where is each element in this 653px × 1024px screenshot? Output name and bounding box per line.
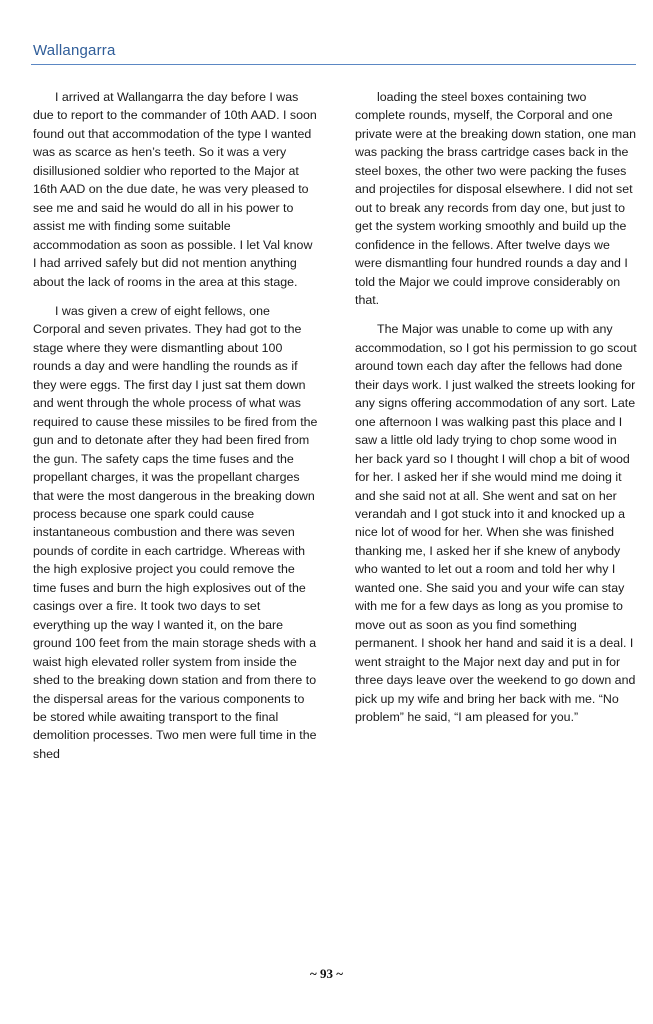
page-number: ~ 93 ~ — [309, 966, 344, 981]
paragraph: I was given a crew of eight fellows, one Corporal and seven privates. They had got to the stage where they were dismantling about 100 rounds a day and were handling the rounds as if they were eggs. The first day I just sat them down and went through the whole process of what was required to cause these missiles to be fired from the gun and to detonate after they had been fired from the gun. The safety caps the time fuses and the propellant charges, it was the propellant charges that were the most dangerous in the breaking down process because one spark could cause instantaneous combustion and there was seven pounds of cordite in each cartridge. Whereas with the high explosive project you could remove the time fuses and burn the high explosives out of the casings over a fire. It took two days to set everything up the way I wanted it, on the bare ground 100 feet from the main storage sheds with a waist high elevated roller system from inside the shed to the breaking down station and from there to the dispersal areas for the various components to be stored while awaiting transport to the final demolition processes. Two men were full time in the shed — [33, 303, 318, 761]
paragraph: The Major was unable to come up with any accommodation, so I got his permission to go scout around town each day after the fellows had done their days work. I just walked the streets looking for any signs offering accommodation of any sort. Late one afternoon I was walking past this place and I saw a little old lady trying to chop some wood in her back yard so I thought I will chop a bit of wood for her. I asked her if she would mind me doing it and she said not at all. She went and sat on her verandah and I got stuck into it and knocked up a nice lot of wood for her. When she was finished thanking me, I asked her if she knew of anybody who wanted to let out a room and told her why I wanted one. She said you and your wife can stay with me for a few days as long as you promise to move out as soon as you find something permanent. I shook her hand and said it is a deal. I went straight to the Major next day and put in for three days leave over the weekend to go down and pick up my wife and bring her back with me. “No problem” he said, “I am pleased for you.” — [355, 322, 637, 724]
header-divider — [31, 64, 636, 65]
paragraph: loading the steel boxes containing two complete rounds, myself, the Corporal and one private were at the breaking down station, one man was packing the brass cartridge cases back in the steel boxes, the other two were packing the fuses and projectiles for disposal elsewhere. I did not set out to break any records from day one, but just to get the system working smoothly and build up the confidence in the fellows. After twelve days we were dismantling four hundred rounds a day and I told the Major we could improve considerably on that. — [355, 90, 637, 307]
running-header-title: Wallangarra — [33, 42, 116, 59]
text-column-right — [355, 88, 637, 737]
text-column-left — [33, 88, 319, 774]
paragraph: I arrived at Wallangarra the day before I was due to report to the commander of 10th AAD. I soon found out that accommodation of the type I wanted was as scarce as hen’s teeth. So it was a very disillusioned soldier who reported to the Major at 16th AAD on the due date, he was very pleased to see me and said he would do all in his power to assist me with finding some suitable accommodation as soon as possible. I let Val know I had arrived safely but did not mention anything about the lack of rooms in the area at this stage. — [33, 90, 317, 289]
